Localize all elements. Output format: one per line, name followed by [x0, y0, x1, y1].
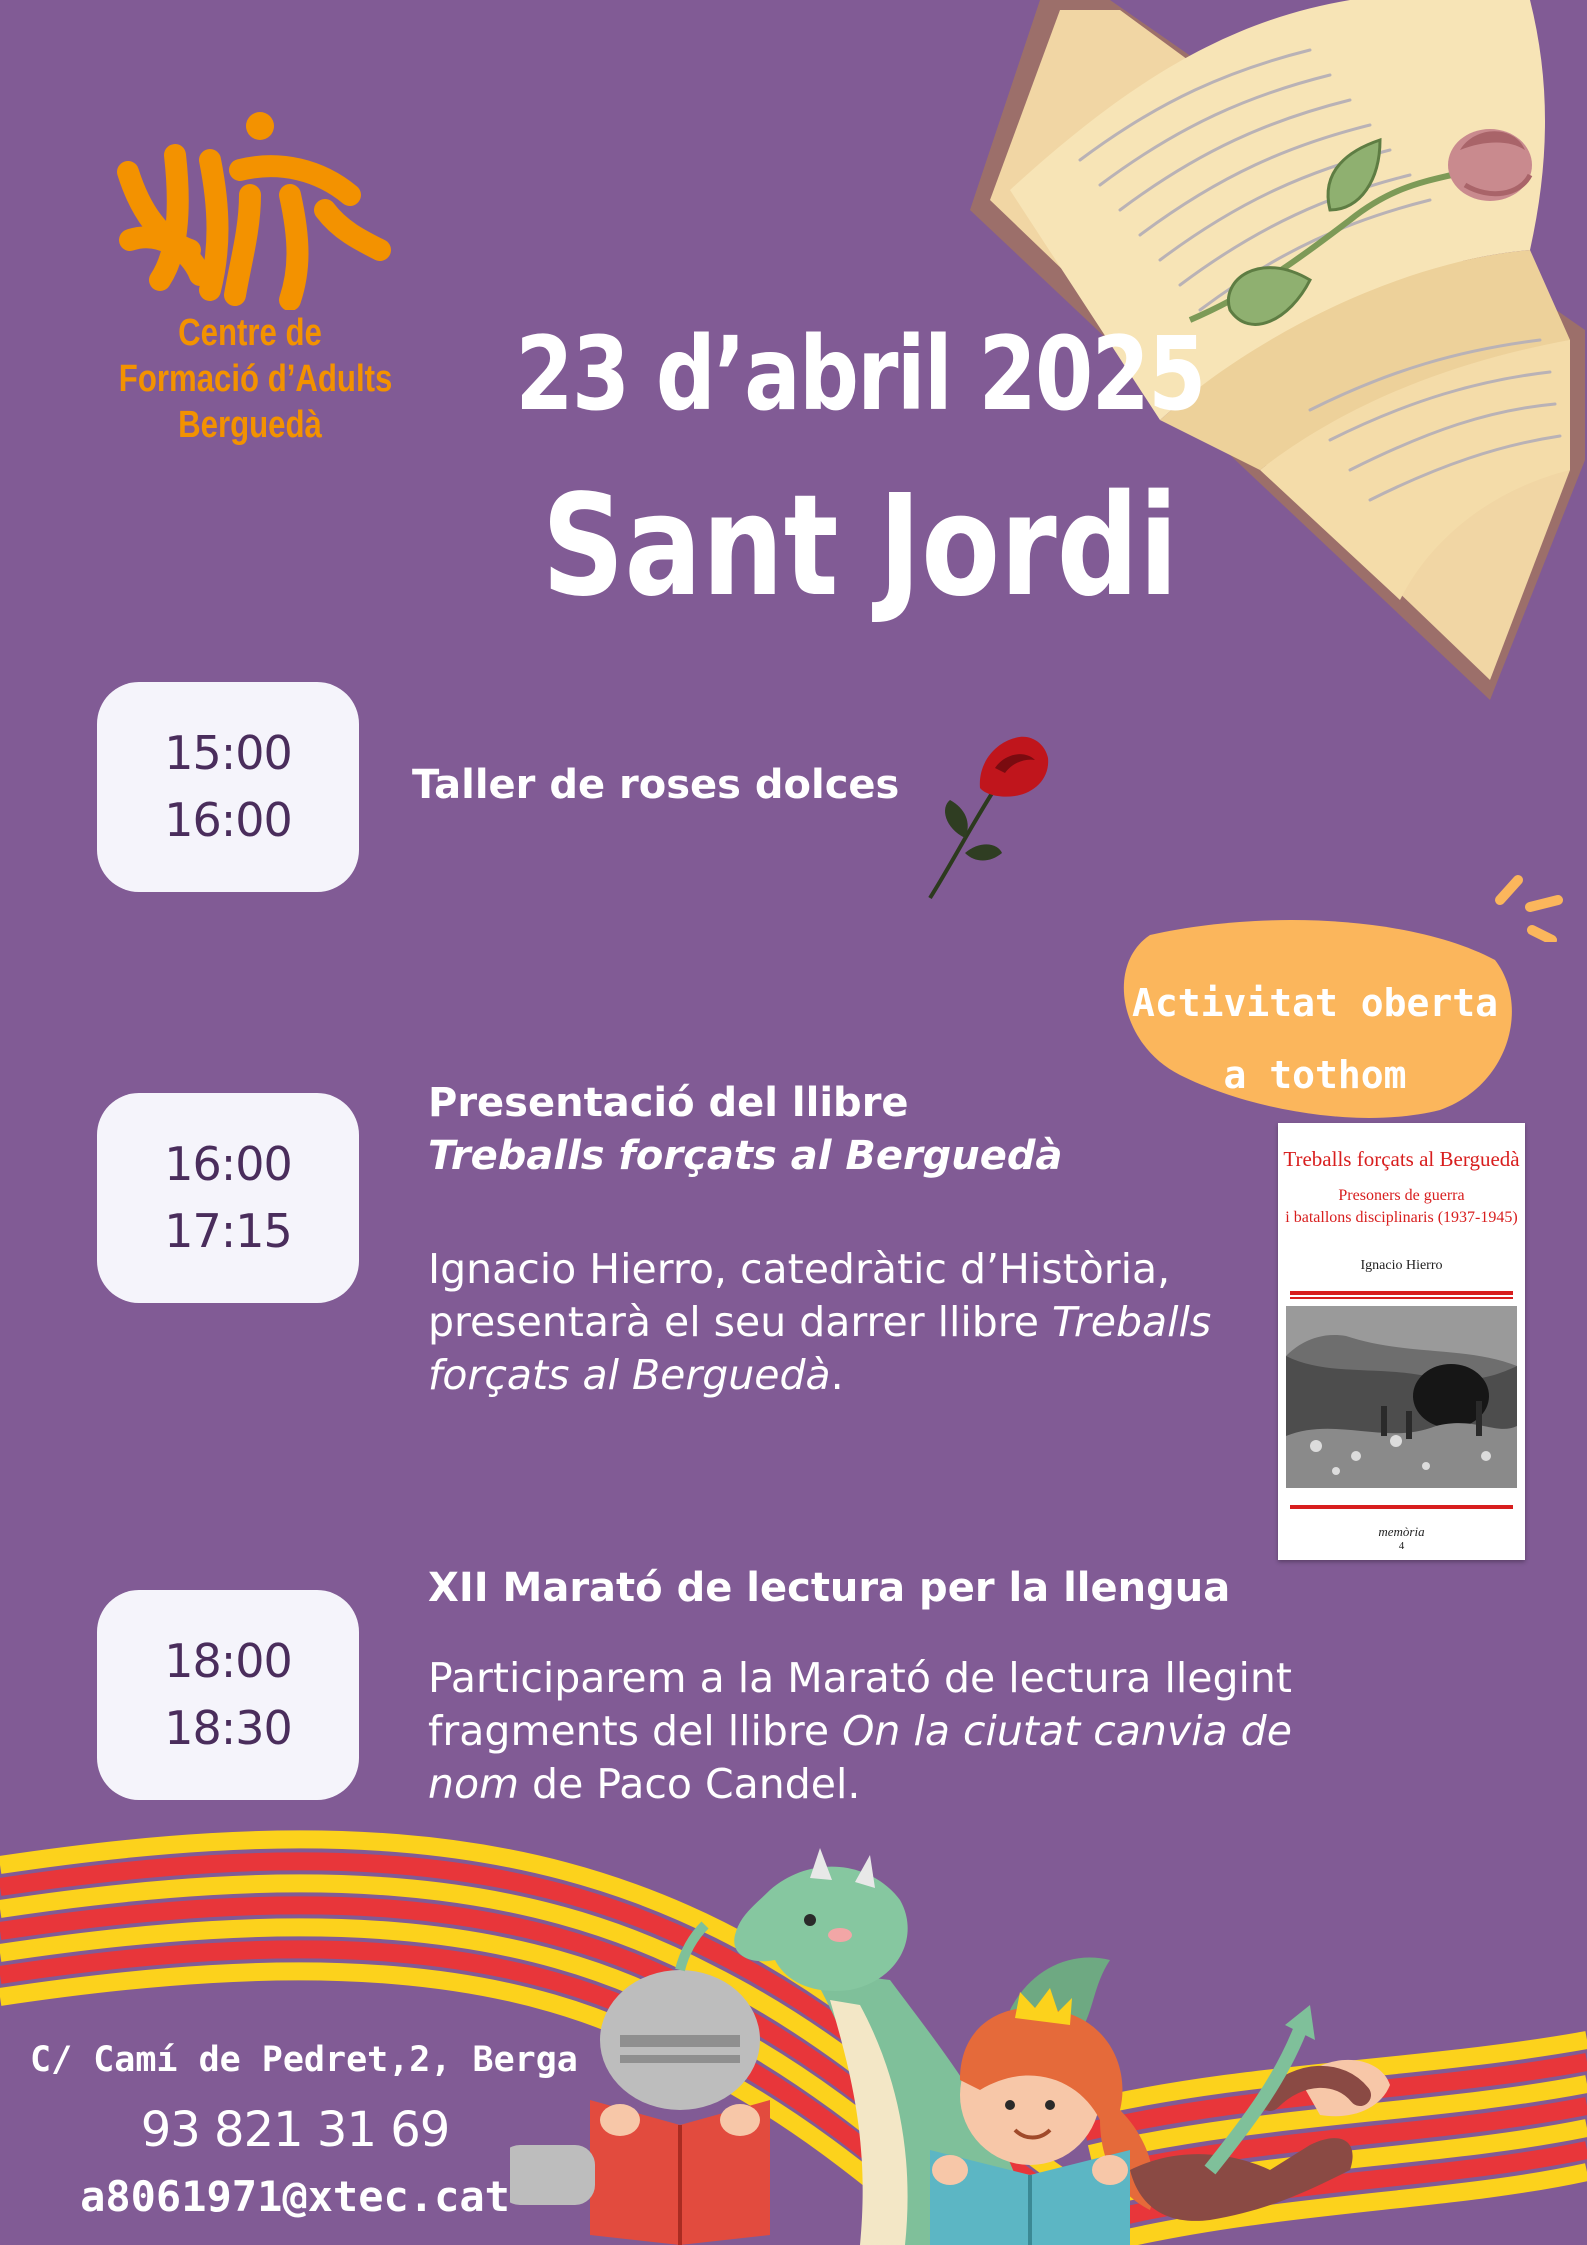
time-end: 18:30 [164, 1701, 292, 1755]
event-3-description: Participarem a la Marató de lectura llegint fragments del llibre On la ciutat canvia de nom de Paco Candel. [428, 1654, 1292, 1808]
cover-subtitle: Presoners de guerra i batallons disciplinaris (1937-1945) [1285, 1187, 1518, 1226]
cover-author: Ignacio Hierro [1360, 1258, 1443, 1273]
time-box-event-1 [97, 682, 359, 892]
organization-name-line1: Centre de [178, 312, 322, 354]
logo-figures-icon [100, 100, 400, 310]
cover-number: 4 [1398, 1540, 1405, 1552]
footer-address: C/ Camí de Pedret,2, Berga [30, 2040, 578, 2080]
time-start: 18:00 [164, 1634, 292, 1688]
open-activity-badge [1110, 915, 1520, 1125]
organization-name-line3: Berguedà [178, 404, 322, 446]
book-cover [1278, 1123, 1525, 1560]
time-end: 16:00 [164, 793, 292, 847]
red-rose-icon [920, 728, 1060, 903]
event-2-book-title: Treballs forçats al Berguedà [428, 1133, 1063, 1179]
event-2-description: Ignacio Hierro, catedràtic d’Història, presentarà el seu darrer llibre Treballs forçats al Berguedà. [428, 1245, 1212, 1399]
time-start: 15:00 [164, 726, 292, 780]
dragon-illustration [510, 1840, 1440, 2245]
event-3-title: XII Marató de lectura per la llengua [428, 1565, 1231, 1611]
event-2-title: Presentació del llibre [428, 1080, 909, 1126]
cover-title: Treballs forçats al Berguedà [1283, 1147, 1520, 1171]
time-start: 16:00 [164, 1137, 292, 1191]
footer-email: a8061971@xtec.cat [80, 2172, 510, 2221]
cover-series: memòria [1378, 1524, 1425, 1539]
badge-line1: Activitat oberta [1131, 981, 1499, 1025]
event-1-title: Taller de roses dolces [412, 762, 900, 808]
page-title: Sant Jordi [541, 465, 1179, 628]
time-box-event-2 [97, 1093, 359, 1303]
organization-logo [90, 100, 410, 448]
cover-photo [1286, 1306, 1517, 1488]
time-box-event-3 [97, 1590, 359, 1800]
organization-name-line2: Formació d’Adults [118, 358, 393, 400]
burst-lines-icon [1490, 862, 1570, 942]
time-end: 17:15 [164, 1204, 292, 1258]
footer-phone: 93 821 31 69 [140, 2102, 450, 2158]
event-date: 23 d’abril 2025 [515, 315, 1205, 434]
badge-line2: a tothom [1223, 1053, 1407, 1097]
